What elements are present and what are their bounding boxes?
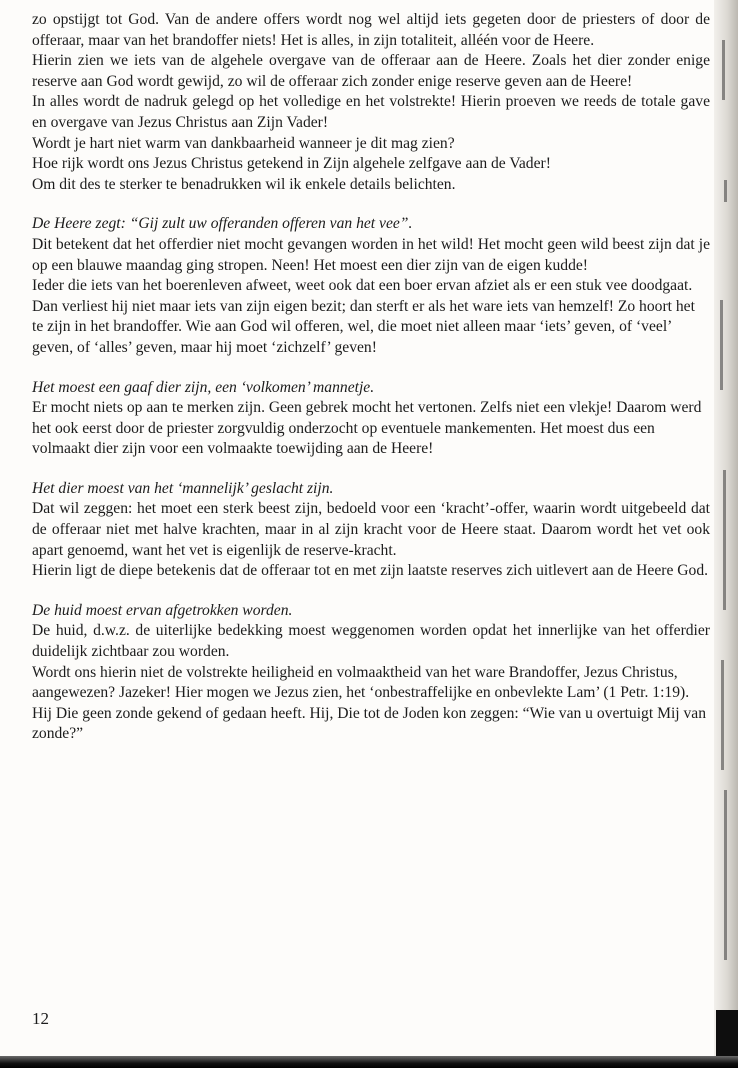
paragraph: Dat wil zeggen: het moet een sterk beest zijn, bedoeld voor een ‘kracht’-offer, waarin wordt uitgebeeld dat de offeraar niet met halve krachten, maar in al zijn kracht voor de Heere staat. Daarom wordt het vet ook apart genoemd, want het vet is eigenlijk de reserve-kracht. [32,500,710,559]
edge-mark [724,790,727,960]
edge-mark [724,180,727,202]
section-heading: Het moest een gaaf dier zijn, een ‘volkomen’ mannetje. [32,378,375,396]
section-heading: Het dier moest van het ‘mannelijk’ geslacht zijn. [32,479,334,497]
edge-mark [721,660,724,770]
section-vee [32,214,710,358]
paragraph: Wordt je hart niet warm van dankbaarheid wanneer je dit mag zien? [32,134,455,152]
paragraph: De huid, d.w.z. de uiterlijke bedekking moest weggenomen worden opdat het innerlijke van het offerdier duidelijk zichtbaar zou worden. [32,622,710,661]
paragraph: Hoe rijk wordt ons Jezus Christus getekend in Zijn algehele zelfgave aan de Vader! [32,155,551,173]
paragraph: Er mocht niets op aan te merken zijn. Geen gebrek mocht het vertonen. Zelfs niet een vlekje! Daarom werd het ook eerst door de priester zorgvuldig onderzocht op eventuele mankementen. Het moest dus een volmaakt dier zijn voor een volmaakte toewijding aan de Heere! [32,399,702,458]
section-gaaf-dier [32,378,710,460]
page-number: 12 [32,1009,49,1028]
section-huid [32,601,710,745]
edge-mark [722,40,725,100]
paragraph: Ieder die iets van het boerenleven afweet, weet ook dat een boer ervan afziet als er een stuk vee doodgaat. Dan verliest hij niet maar iets van zijn eigen bezit; dan sterft er als het ware iets van hemzelf! Zo hoort het te zijn in het brandoffer. Wie aan God wil offeren, wel, die moet niet alleen maar ‘iets’ geven, of ‘veel’ geven, of ‘alles’ geven, maar hij moet ‘zichzelf’ geven! [32,277,695,356]
binding-shadow [0,1056,738,1068]
section-heading: De Heere zegt: “Gij zult uw offeranden offeren van het vee”. [32,215,413,233]
section-heading: De huid moest ervan afgetrokken worden. [32,601,293,619]
adjacent-page-edge [714,0,738,1068]
edge-mark [720,300,723,390]
paragraph: zo opstijgt tot God. Van de andere offers wordt nog wel altijd iets gegeten door de priesters of door de offeraar, maar van het brandoffer niets! Het is alles, in zijn totaliteit, alléén voor de Heere. [32,11,710,49]
body-text [32,10,710,745]
intro-block [32,10,710,195]
paragraph: Om dit des te sterker te benadrukken wil ik enkele details belichten. [32,175,456,193]
paragraph: Hierin ligt de diepe betekenis dat de offeraar tot en met zijn laatste reserves zich uitlevert aan de Heere God. [32,562,709,580]
paragraph: Hierin zien we iets van de algehele overgave van de offeraar aan de Heere. Zoals het dier zonder enige reserve aan God wordt gewijd, zo wil de offeraar zich zonder enige reserve geven aan de Heere! [32,52,710,90]
section-mannelijk [32,479,710,582]
paragraph: In alles wordt de nadruk gelegd op het volledige en het volstrekte! Hierin proeven we reeds de totale gave en overgave van Jezus Christus aan Zijn Vader! [32,93,710,131]
paragraph: Wordt ons hierin niet de volstrekte heiligheid en volmaaktheid van het ware Brandoffer, Jezus Christus, aangewezen? Jazeker! Hier mogen we Jezus zien, het ‘onbestraffelijke en onbevlekte Lam’ (1 Petr. 1:19). Hij Die geen zonde gekend of gedaan heeft. Hij, Die tot de Joden kon zeggen: “Wie van u overtuigt Mij van zonde?” [32,663,707,743]
paragraph: Dit betekent dat het offerdier niet mocht gevangen worden in het wild! Het mocht geen wild beest zijn dat je op een blauwe maandag ging stropen. Neen! Het moest een dier zijn van de eigen kudde! [32,235,710,274]
edge-mark [723,470,726,610]
